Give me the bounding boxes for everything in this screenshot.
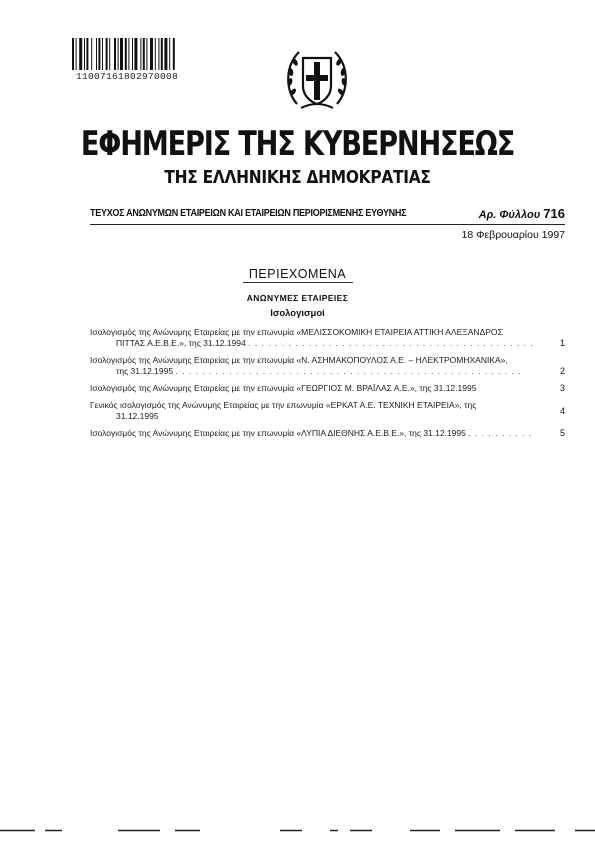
issue-divider	[90, 224, 565, 225]
toc-item-line2: 31.12.1995	[116, 411, 159, 421]
toc-item-line1: Ισολογισμός της Ανώνυμης Εταιρείας με την επωνυμία «Ν. ΑΣΗΜΑΚΟΠΟΥΛΟΣ Α.Ε. – ΗΛΕΚΤΡΟΜΗΧΑΝΙΚΑ»,	[90, 355, 508, 365]
contents-heading-text: ΠΕΡΙΕΧΟΜΕΝΑ	[248, 267, 347, 281]
toc-item[interactable]	[90, 400, 565, 422]
sheet-label: Αρ. Φύλλου	[478, 209, 541, 221]
toc-page-number: 2	[559, 366, 565, 376]
leader-dots: . . . . . . . . . .	[468, 428, 533, 438]
toc-item-text	[90, 355, 545, 377]
barcode-number: 11007161802970008	[76, 71, 179, 82]
toc-item[interactable]	[90, 428, 565, 439]
sheet-number	[479, 206, 565, 221]
toc-item-text	[90, 400, 545, 422]
greek-coat-of-arms-icon	[283, 42, 351, 114]
toc-item-line1: Ισολογισμός της Ανώνυμης Εταιρείας με την επωνυμία «ΜΕΛΙΣΣΟΚΟΜΙΚΗ ΕΤΑΙΡΕΙΑ ΑΤΤΙΚΗ ΑΛΕΞΑΝΔΡΟΣ	[90, 327, 503, 337]
contents-heading	[0, 267, 595, 283]
toc-item-text	[90, 327, 545, 349]
sheet-number-value: 716	[543, 206, 565, 221]
barcode	[72, 38, 212, 70]
leader-dots: . . . . . . . . . . . . . . . . . . . . . . . . . . . . . . . . . . . . . . . . . . .	[248, 338, 534, 348]
toc-item-line2: της 31.12.1995	[116, 366, 174, 376]
issue-date: 18 Φεβρουαρίου 1997	[461, 229, 565, 241]
toc-item-line1: Γενικός ισολογισμός της Ανώνυμης Εταιρείας με την επωνυμία «ΕΡΚΑΤ Α.Ε. ΤΕΧΝΙΚΗ ΕΤΑΙΡΕΙΑ», της	[90, 400, 477, 410]
subsection-label: Ισολογισμοί	[270, 308, 325, 319]
issue-label: ΤΕΥΧΟΣ ΑΝΩΝΥΜΩΝ ΕΤΑΙΡΕΙΩΝ ΚΑΙ ΕΤΑΙΡΕΙΩΝ ΠΕΡΙΟΡΙΣΜΕΝΗΣ ΕΥΘΥΝΗΣ	[90, 208, 407, 219]
toc-page-number: 5	[559, 428, 565, 438]
toc-page-number: 1	[559, 338, 565, 348]
table-of-contents	[90, 327, 565, 445]
toc-page-number: 3	[559, 383, 565, 393]
toc-item-line2: ΠΙΤΤΑΣ Α.Ε.Β.Ε.», της 31.12.1994	[116, 338, 246, 348]
toc-item-text	[90, 428, 545, 439]
toc-item-line1: Ισολογισμός της Ανώνυμης Εταιρείας με την επωνυμία «ΛΥΠΙΑ ΔΙΕΘΝΗΣ Α.Ε.Β.Ε.», της 31.12.1995	[90, 428, 466, 438]
toc-page-number: 4	[559, 406, 565, 416]
gazette-subtitle: ΤΗΣ ΕΛΛΗΝΙΚΗΣ ΔΗΜΟΚΡΑΤΙΑΣ	[164, 168, 431, 188]
toc-item[interactable]	[90, 383, 565, 394]
toc-item-text	[90, 383, 545, 394]
section-label: ΑΝΩΝΥΜΕΣ ΕΤΑΙΡΕΙΕΣ	[246, 293, 349, 303]
contents-heading-rule	[243, 282, 353, 283]
footer-rule	[0, 829, 595, 832]
gazette-title: ΕΦΗΜΕΡΙΣ ΤΗΣ ΚΥΒΕΡΝΗΣΕΩΣ	[80, 124, 515, 164]
leader-dots: . . . . . . . . . . . . . . . . . . . . . . . . . . . . . . . . . . . . . . . . . . . . . . . . . . . .	[175, 366, 522, 376]
toc-item[interactable]	[90, 327, 565, 349]
toc-item[interactable]	[90, 355, 565, 377]
issue-row	[90, 206, 565, 222]
toc-item-line1: Ισολογισμός της Ανώνυμης Εταιρείας με την επωνυμία «ΓΕΩΡΓΙΟΣ Μ. ΒΡΑΪΛΑΣ Α.Ε.», της 31.12.1995	[90, 383, 477, 393]
